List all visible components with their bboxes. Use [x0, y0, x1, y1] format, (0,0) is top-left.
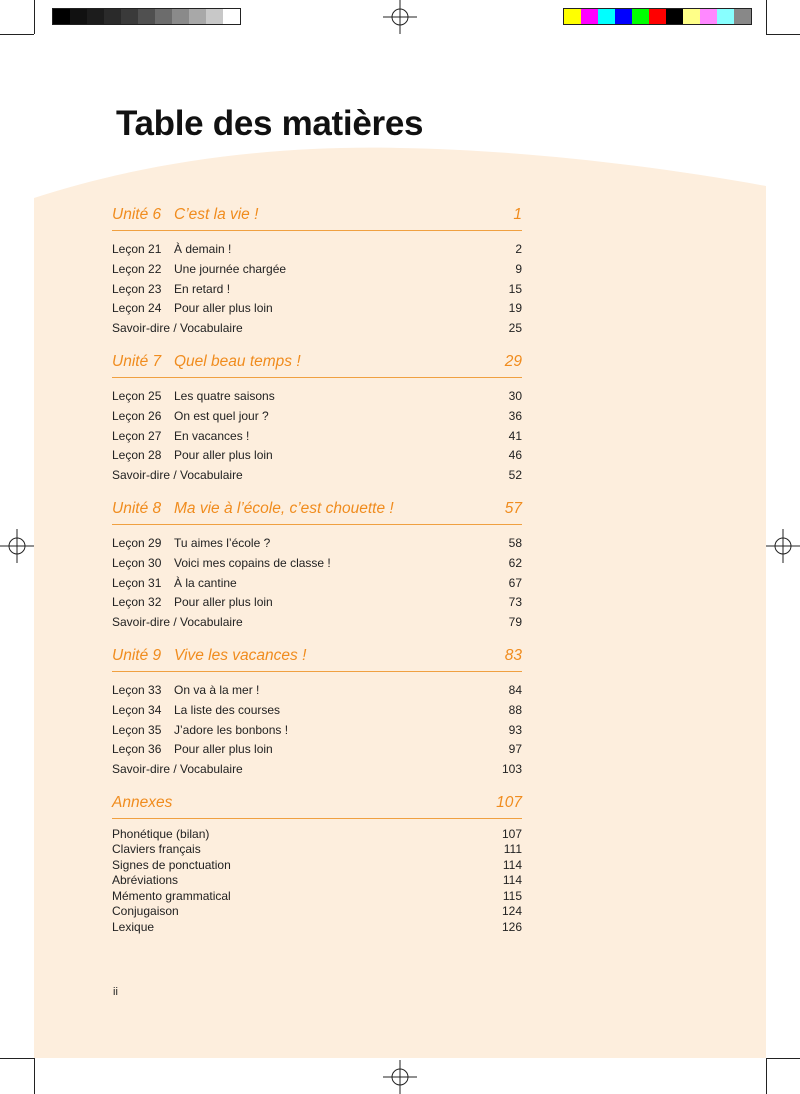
- unit-page: 1: [513, 206, 522, 223]
- annex-row[interactable]: [112, 904, 522, 920]
- vocabulary-row[interactable]: [112, 319, 522, 339]
- lesson-title: Pour aller plus loin: [174, 742, 273, 757]
- lesson-page: 67: [508, 575, 522, 590]
- page-title: Table des matières: [116, 104, 424, 143]
- lesson-page: 88: [508, 702, 522, 717]
- unit-heading[interactable]: [112, 647, 522, 672]
- unit-title: Quel beau temps !: [174, 352, 301, 370]
- lesson-page: 36: [508, 408, 522, 423]
- unit-number: Unité 9: [112, 646, 162, 664]
- unit-number: Unité 7: [112, 352, 162, 370]
- lesson-page: 19: [508, 301, 522, 316]
- annex-page: 124: [501, 904, 522, 919]
- annex-row[interactable]: [112, 920, 522, 936]
- lesson-title: À la cantine: [174, 575, 237, 590]
- crop-mark: [766, 1058, 800, 1059]
- vocabulary-row[interactable]: [112, 466, 522, 486]
- annex-page: 114: [502, 857, 522, 872]
- annex-title: Claviers français: [112, 842, 201, 857]
- lesson-row[interactable]: [112, 554, 522, 574]
- lesson-title: À demain !: [174, 242, 232, 256]
- lesson-title: On est quel jour ?: [174, 408, 269, 423]
- lesson-page: 46: [508, 448, 522, 463]
- lesson-number: Leçon 27: [112, 428, 162, 443]
- vocabulary-row[interactable]: [112, 760, 522, 780]
- lesson-number: Leçon 30: [112, 555, 162, 570]
- lesson-row[interactable]: [112, 387, 522, 407]
- vocabulary-title: Savoir-dire / Vocabulaire: [112, 615, 243, 630]
- annex-row[interactable]: [112, 889, 522, 905]
- lesson-page: 30: [508, 388, 522, 403]
- unit-number: Unité 6: [112, 206, 162, 223]
- lesson-page: 58: [508, 535, 522, 550]
- lesson-row[interactable]: [112, 681, 522, 701]
- lesson-row[interactable]: [112, 740, 522, 760]
- vocabulary-page: 25: [508, 321, 522, 336]
- annex-page: 126: [501, 919, 522, 934]
- annex-title: Abréviations: [112, 873, 179, 888]
- lesson-row[interactable]: [112, 446, 522, 466]
- annexes-section: [112, 794, 522, 936]
- lesson-row[interactable]: [112, 407, 522, 427]
- lesson-number: Leçon 21: [112, 242, 162, 256]
- lesson-title: Pour aller plus loin: [174, 595, 273, 610]
- color-calibration-bar: [563, 8, 752, 25]
- lesson-number: Leçon 33: [112, 682, 162, 697]
- unit-title: C’est la vie !: [174, 206, 259, 223]
- unit-section: [112, 647, 522, 780]
- registration-mark-icon: [383, 1060, 417, 1094]
- annex-row[interactable]: [112, 873, 522, 889]
- lesson-number: Leçon 35: [112, 722, 162, 737]
- vocabulary-page: 103: [501, 762, 522, 777]
- lesson-title: Tu aimes l’école ?: [174, 535, 271, 550]
- lesson-number: Leçon 34: [112, 702, 162, 717]
- lesson-page: 84: [508, 682, 522, 697]
- lesson-title: En vacances !: [174, 428, 250, 443]
- unit-heading[interactable]: [112, 500, 522, 525]
- unit-heading[interactable]: [112, 353, 522, 378]
- lesson-page: 93: [508, 722, 522, 737]
- grayscale-calibration-bar: [52, 8, 241, 25]
- registration-mark-icon: [0, 529, 34, 563]
- lesson-title: En retard !: [174, 281, 231, 296]
- registration-mark-icon: [766, 529, 800, 563]
- lesson-row[interactable]: [112, 260, 522, 280]
- lesson-number: Leçon 29: [112, 535, 162, 550]
- lesson-row[interactable]: [112, 701, 522, 721]
- lesson-page: 97: [508, 742, 522, 757]
- lesson-row[interactable]: [112, 593, 522, 613]
- crop-mark: [766, 0, 767, 34]
- lesson-page: 73: [508, 595, 522, 610]
- annex-title: Conjugaison: [112, 904, 179, 919]
- lesson-row[interactable]: [112, 534, 522, 554]
- unit-heading[interactable]: [112, 206, 522, 231]
- annexes-title: Annexes: [112, 793, 173, 811]
- unit-page: 57: [504, 499, 522, 517]
- lesson-page: 9: [515, 261, 522, 276]
- annex-title: Lexique: [112, 919, 155, 934]
- lesson-number: Leçon 36: [112, 742, 162, 757]
- lesson-row[interactable]: [112, 721, 522, 741]
- vocabulary-title: Savoir-dire / Vocabulaire: [112, 468, 243, 483]
- annexes-heading[interactable]: [112, 794, 522, 819]
- unit-section: [112, 353, 522, 486]
- lesson-title: Une journée chargée: [174, 261, 287, 276]
- annex-page: 115: [502, 888, 522, 903]
- lesson-title: Pour aller plus loin: [174, 301, 273, 316]
- lesson-row[interactable]: [112, 299, 522, 319]
- lesson-number: Leçon 25: [112, 388, 162, 403]
- crop-mark: [0, 1058, 34, 1059]
- lesson-page: 62: [508, 555, 522, 570]
- registration-mark-icon: [383, 0, 417, 34]
- lesson-title: J’adore les bonbons !: [174, 722, 289, 737]
- vocabulary-title: Savoir-dire / Vocabulaire: [112, 762, 243, 777]
- lesson-number: Leçon 26: [112, 408, 162, 423]
- lesson-row[interactable]: [112, 240, 522, 260]
- page-number: ii: [113, 986, 118, 998]
- unit-number: Unité 8: [112, 499, 162, 517]
- lesson-page: 41: [508, 428, 522, 443]
- annex-page: 111: [503, 842, 522, 857]
- vocabulary-page: 79: [508, 615, 522, 630]
- annex-page: 114: [502, 873, 522, 888]
- lesson-page: 2: [515, 242, 522, 256]
- crop-mark: [34, 0, 35, 34]
- crop-mark: [766, 1058, 767, 1094]
- vocabulary-title: Savoir-dire / Vocabulaire: [112, 321, 243, 336]
- lesson-title: On va à la mer !: [174, 682, 260, 697]
- lesson-title: Voici mes copains de classe !: [174, 555, 331, 570]
- lesson-number: Leçon 28: [112, 448, 162, 463]
- lesson-number: Leçon 23: [112, 281, 162, 296]
- lesson-number: Leçon 32: [112, 595, 162, 610]
- annex-page: 107: [501, 826, 522, 841]
- lesson-title: Pour aller plus loin: [174, 448, 273, 463]
- crop-mark: [0, 34, 34, 35]
- lesson-number: Leçon 22: [112, 261, 162, 276]
- vocabulary-page: 52: [508, 468, 522, 483]
- annex-row[interactable]: [112, 858, 522, 874]
- annex-row[interactable]: [112, 842, 522, 858]
- lesson-row[interactable]: [112, 427, 522, 447]
- crop-mark: [766, 34, 800, 35]
- unit-section: [112, 206, 522, 339]
- unit-page: 83: [504, 646, 522, 664]
- vocabulary-row[interactable]: [112, 613, 522, 633]
- lesson-page: 15: [508, 281, 522, 296]
- annexes-page: 107: [496, 793, 522, 811]
- annex-title: Mémento grammatical: [112, 888, 231, 903]
- lesson-title: La liste des courses: [174, 702, 281, 717]
- table-of-contents: [112, 206, 522, 949]
- lesson-title: Les quatre saisons: [174, 388, 275, 403]
- unit-title: Ma vie à l’école, c’est chouette !: [174, 499, 394, 517]
- lesson-number: Leçon 24: [112, 301, 162, 316]
- annex-title: Phonétique (bilan): [112, 826, 210, 841]
- unit-title: Vive les vacances !: [174, 646, 307, 664]
- lesson-row[interactable]: [112, 574, 522, 594]
- lesson-number: Leçon 31: [112, 575, 162, 590]
- unit-section: [112, 500, 522, 633]
- unit-page: 29: [504, 352, 522, 370]
- annex-title: Signes de ponctuation: [112, 857, 231, 872]
- annex-row[interactable]: [112, 827, 522, 843]
- lesson-row[interactable]: [112, 280, 522, 300]
- crop-mark: [34, 1058, 35, 1094]
